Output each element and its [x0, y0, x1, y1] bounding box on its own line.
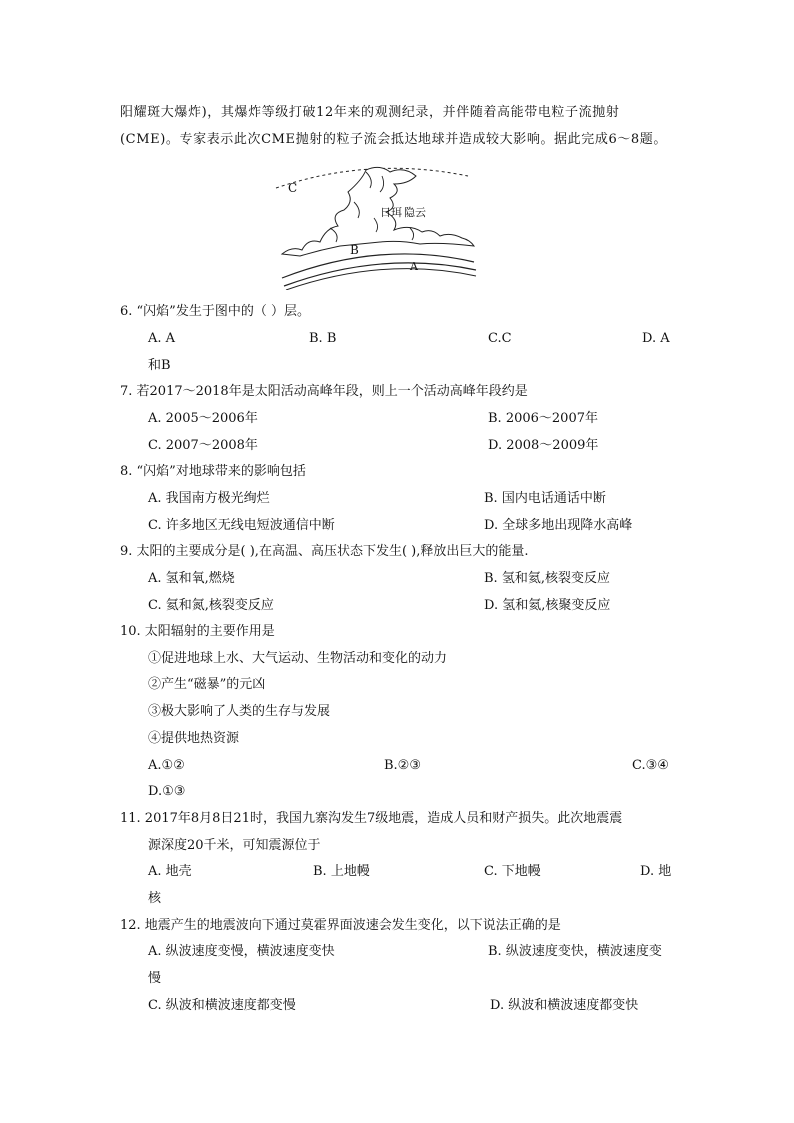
question-12-option-b[interactable]: B. 纵波速度变快，横波速度变	[488, 944, 662, 959]
question-6-stem: 6. “闪焰”发生于图中的（ ）层。	[120, 304, 310, 319]
question-8-option-a[interactable]: A. 我国南方极光绚烂	[148, 491, 270, 506]
question-6-option-c[interactable]: C.C	[488, 331, 512, 346]
question-11-stem-continued: 源深度20千米，可知震源位于	[148, 838, 321, 853]
photosphere-outer	[284, 263, 476, 286]
question-11-option-a[interactable]: A. 地壳	[148, 864, 192, 879]
question-10-option-b[interactable]: B.②③	[384, 758, 421, 773]
question-9-option-d[interactable]: D. 氢和氦,核聚变反应	[484, 598, 611, 613]
question-9-option-c[interactable]: C. 氦和氮,核裂变反应	[148, 598, 274, 613]
question-10-stem: 10. 太阳辐射的主要作用是	[120, 624, 275, 639]
photosphere-inner	[286, 269, 476, 290]
question-10-option-a[interactable]: A.①②	[148, 758, 185, 773]
question-10-item-4: ④提供地热资源	[148, 731, 240, 746]
intro-line-2: (CME)。专家表示此次CME抛射的粒子流会抵达地球并造成较大影响。据此完成6～8题。	[120, 132, 667, 147]
question-11-option-d-wrap: 核	[148, 891, 162, 906]
sun-atmosphere-figure	[270, 158, 480, 290]
question-12-option-a[interactable]: A. 纵波速度变慢，横波速度变快	[148, 944, 335, 959]
question-10-option-d[interactable]: D.①③	[148, 784, 186, 799]
question-6-option-b[interactable]: B. B	[309, 331, 337, 346]
question-8-option-c[interactable]: C. 许多地区无线电短波通信中断	[148, 518, 335, 533]
question-11-option-d[interactable]: D. 地	[640, 864, 672, 879]
chromosphere-outer	[282, 254, 474, 278]
question-7-option-d[interactable]: D. 2008～2009年	[488, 438, 599, 453]
figure-label-note: 隐云	[404, 206, 426, 219]
question-7-option-c[interactable]: C. 2007～2008年	[148, 438, 258, 453]
figure-label-flare: 日珥	[380, 206, 402, 219]
question-11-option-c[interactable]: C. 下地幔	[484, 864, 541, 879]
question-8-option-d[interactable]: D. 全球多地出现降水高峰	[484, 518, 633, 533]
question-11-stem: 11. 2017年8月8日21时，我国九寨沟发生7级地震，造成人员和财产损失。此次地震震	[120, 811, 623, 826]
question-6-option-a[interactable]: A. A	[148, 331, 176, 346]
question-9-option-a[interactable]: A. 氢和氧,燃烧	[148, 571, 235, 586]
question-7-stem: 7. 若2017～2018年是太阳活动高峰年段，则上一个活动高峰年段约是	[120, 384, 528, 399]
intro-line-1: 阳耀斑大爆炸)，其爆炸等级打破12年来的观测纪录，并伴随着高能带电粒子流抛射	[120, 105, 620, 120]
question-12-option-d[interactable]: D. 纵波和横波速度都变快	[490, 998, 639, 1013]
question-10-item-1: ①促进地球上水、大气运动、生物活动和变化的动力	[148, 651, 448, 666]
question-11-option-b[interactable]: B. 上地幔	[313, 864, 370, 879]
question-12-option-c[interactable]: C. 纵波和横波速度都变慢	[148, 998, 296, 1013]
question-10-option-c[interactable]: C.③④	[632, 758, 669, 773]
question-7-option-a[interactable]: A. 2005～2006年	[148, 411, 258, 426]
question-10-item-3: ③极大影响了人类的生存与发展	[148, 704, 331, 719]
question-6-option-d-wrap: 和B	[148, 358, 171, 373]
figure-label-b: B	[350, 243, 359, 257]
question-12-stem: 12. 地震产生的地震波向下通过莫霍界面波速会发生变化，以下说法正确的是	[120, 918, 561, 933]
question-8-stem: 8. “闪焰”对地球带来的影响包括	[120, 464, 306, 479]
question-8-option-b[interactable]: B. 国内电话通话中断	[484, 491, 606, 506]
prominence-shape	[282, 167, 474, 256]
figure-label-a: A	[410, 260, 418, 273]
question-10-item-2: ②产生“磁暴”的元凶	[148, 677, 266, 692]
question-6-option-d[interactable]: D. A	[642, 331, 670, 346]
question-9-stem: 9. 太阳的主要成分是( ),在高温、高压状态下发生( ),释放出巨大的能量.	[120, 544, 529, 559]
question-9-option-b[interactable]: B. 氢和氦,核裂变反应	[484, 571, 610, 586]
figure-label-c: C	[288, 181, 298, 195]
question-12-option-b-wrap: 慢	[148, 971, 162, 986]
question-7-option-b[interactable]: B. 2006～2007年	[488, 411, 598, 426]
